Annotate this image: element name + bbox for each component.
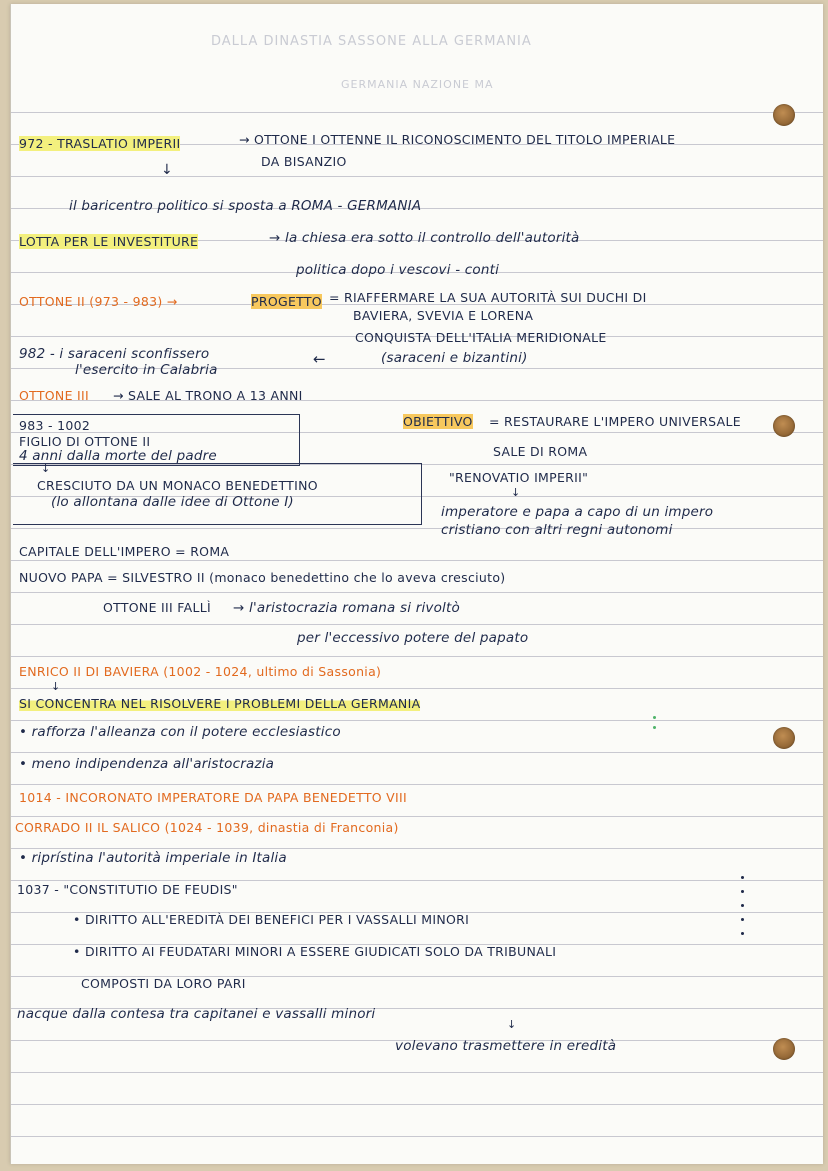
ottone-iii-heading: OTTONE III	[19, 388, 90, 403]
obiettivo-label: OBIETTIVO	[403, 414, 473, 429]
binder-hole	[773, 104, 795, 126]
barycenter-note: il baricentro politico si sposta a ROMA - GERMANIA	[69, 198, 422, 214]
raised-by-monk: CRESCIUTO DA UN MONACO BENEDETTINO	[37, 478, 318, 493]
coronation-line: 1014 - INCORONATO IMPERATORE DA PAPA BENEDETTO VIII	[19, 790, 407, 805]
down-arrow-icon: ↓	[507, 1018, 517, 1031]
autonomous-kingdoms: cristiano con altri regni autonomi	[441, 522, 673, 538]
from-byzantium: DA BISANZIO	[261, 154, 347, 169]
margin-dot	[741, 932, 744, 935]
seat-of-rome: SALE DI ROMA	[493, 444, 588, 459]
church-alliance: • rafforza l'alleanza con il potere ecclesiastico	[19, 724, 341, 740]
germany-problems: SI CONCENTRA NEL RISOLVERE I PROBLEMI DELLA GERMANIA	[19, 696, 421, 711]
restore-empire: = RESTAURARE L'IMPERO UNIVERSALE	[489, 414, 741, 429]
renovatio-imperii: "RENOVATIO IMPERII"	[449, 470, 589, 485]
southern-italy-conquest: CONQUISTA DELL'ITALIA MERIDIONALE	[355, 330, 607, 345]
dispute-origin: nacque dalla contesa tra capitanei e vassalli minori	[17, 1006, 376, 1022]
son-of-ottone-ii: FIGLIO DI OTTONE II	[19, 434, 151, 449]
left-arrow-icon: ←	[313, 350, 326, 368]
ottone-iii-failed: OTTONE III FALLÌ	[103, 600, 211, 615]
down-arrow-icon: ↓	[161, 162, 173, 178]
margin-dot	[741, 918, 744, 921]
enrico-ii-heading: ENRICO II DI BAVIERA (1002 - 1024, ultimo di Sassonia)	[19, 664, 382, 679]
composed-of-peers: COMPOSTI DA LORO PARI	[81, 976, 246, 991]
saracens-byzantines: (saraceni e bizantini)	[381, 350, 528, 366]
green-dot	[653, 726, 656, 729]
notebook-page	[10, 4, 823, 1164]
excessive-papal-power: per l'eccessivo potere del papato	[297, 630, 529, 646]
margin-dot	[741, 876, 744, 879]
roman-aristocracy-revolt: → l'aristocrazia romana si rivoltò	[233, 600, 460, 616]
ottone-ii-heading: OTTONE II (973 - 983) →	[19, 294, 178, 309]
political-power-note: politica dopo i vescovi - conti	[296, 262, 500, 278]
margin-dot	[741, 890, 744, 893]
binder-hole	[773, 415, 795, 437]
church-control-note: → la chiesa era sotto il controllo dell'autorità	[269, 230, 580, 246]
constitutio-de-feudis: 1037 - "CONSTITUTIO DE FEUDIS"	[17, 882, 238, 897]
empire-capital: CAPITALE DELL'IMPERO = ROMA	[19, 544, 230, 559]
saracens-defeat: 982 - i saraceni sconfissero	[19, 346, 210, 362]
new-pope: NUOVO PAPA = SILVESTRO II (monaco benedettino che lo aveva cresciuto)	[19, 570, 506, 585]
progetto-label: PROGETTO	[251, 294, 322, 309]
binder-hole	[773, 727, 795, 749]
green-dot	[653, 716, 656, 719]
down-arrow-icon: ↓	[511, 486, 521, 499]
margin-dot	[741, 904, 744, 907]
corrado-ii-heading: CORRADO II IL SALICO (1024 - 1039, dinastia di Franconia)	[15, 820, 399, 835]
four-years-note: 4 anni dalla morte del padre	[19, 448, 217, 464]
army-calabria: l'esercito in Calabria	[75, 362, 218, 378]
down-arrow-icon: ↓	[51, 680, 61, 693]
duchies-list: BAVIERA, SVEVIA E LORENA	[353, 308, 534, 323]
down-arrow-icon: ↓	[41, 462, 51, 475]
binder-hole	[773, 1038, 795, 1060]
judged-by-peers: • DIRITTO AI FEUDATARI MINORI A ESSERE GIUDICATI SOLO DA TRIBUNALI	[73, 944, 557, 959]
traslatio-heading: 972 - TRASLATIO IMPERII	[19, 136, 181, 151]
progetto-text: = RIAFFERMARE LA SUA AUTORITÀ SUI DUCHI DI	[329, 290, 647, 305]
ghost-subheading: GERMANIA NAZIONE MA	[341, 78, 494, 91]
investiture-heading: LOTTA PER LE INVESTITURE	[19, 234, 199, 249]
reign-years: 983 - 1002	[19, 418, 91, 433]
emperor-and-pope: imperatore e papa a capo di un impero	[441, 504, 714, 520]
ottone-i-recognition: → OTTONE I OTTENNE IL RICONOSCIMENTO DEL TITOLO IMPERIALE	[239, 132, 676, 147]
restores-authority: • riprístina l'autorità imperiale in Italia	[19, 850, 287, 866]
ghost-heading: DALLA DINASTIA SASSONE ALLA GERMANIA	[211, 34, 532, 49]
wanted-to-inherit: volevano trasmettere in eredità	[395, 1038, 617, 1054]
inheritance-right: • DIRITTO ALL'EREDITÀ DEI BENEFICI PER I VASSALLI MINORI	[73, 912, 470, 927]
less-aristocracy-independence: • meno indipendenza all'aristocrazia	[19, 756, 275, 772]
throne-at-13: → SALE AL TRONO A 13 ANNI	[113, 388, 303, 403]
distanced-from-ottone-i: (lo allontana dalle idee di Ottone I)	[51, 494, 294, 510]
